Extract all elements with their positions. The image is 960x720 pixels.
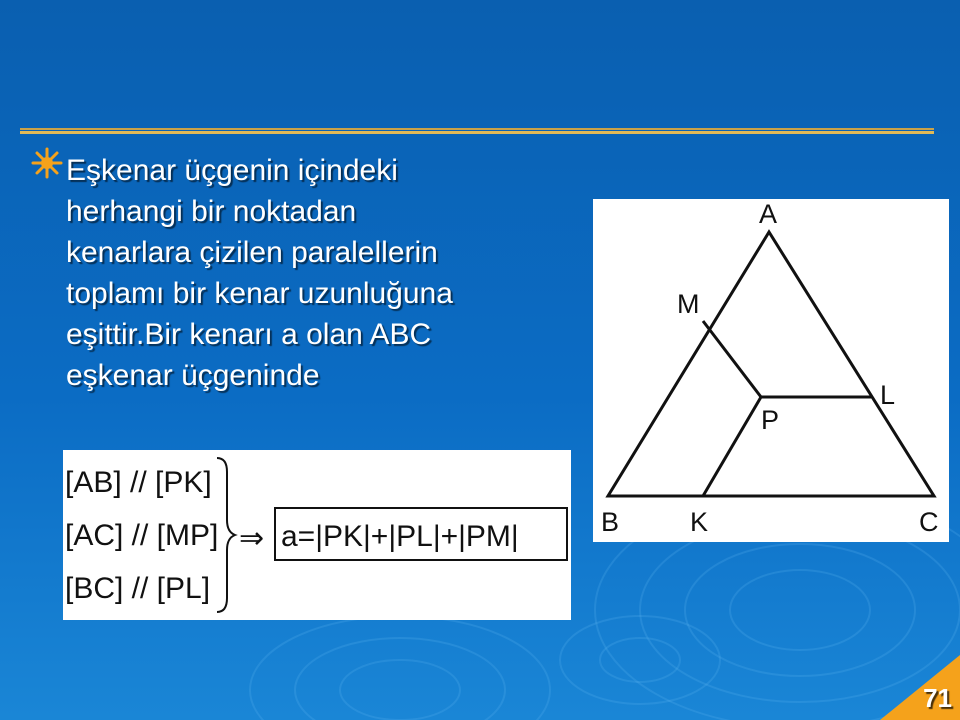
body-line: kenarlara çizilen paralellerin bbox=[66, 236, 438, 269]
body-line: Eşkenar üçgenin içindeki bbox=[66, 154, 398, 187]
point-label-l: L bbox=[880, 380, 896, 410]
title-divider-rule bbox=[20, 128, 934, 135]
point-label-k: K bbox=[690, 507, 709, 537]
triangle-figure bbox=[593, 199, 949, 542]
body-line: toplamı bir kenar uzunluğuna bbox=[66, 277, 453, 310]
page-number: 71 bbox=[923, 683, 952, 713]
vertex-label-a: A bbox=[759, 199, 778, 229]
vertex-label-c: C bbox=[919, 507, 939, 537]
triangle-abc bbox=[608, 232, 934, 496]
formula-line: [AB] // [PK] bbox=[65, 466, 212, 499]
page-number-corner bbox=[880, 655, 960, 720]
formula-line: [BC] // [PL] bbox=[65, 572, 211, 605]
body-line: eşittir.Bir kenarı a olan ABC bbox=[66, 318, 432, 351]
formula-result: a=|PK|+|PL|+|PM| bbox=[281, 520, 519, 553]
formula-line: [AC] // [MP] bbox=[65, 519, 219, 552]
formula-box bbox=[63, 450, 571, 620]
starburst-bullet-icon bbox=[30, 146, 64, 180]
curly-brace bbox=[217, 458, 235, 612]
point-label-m: M bbox=[677, 289, 700, 319]
point-label-p: P bbox=[761, 405, 780, 435]
implies-arrow: ⇒ bbox=[239, 522, 265, 555]
segment-mp bbox=[703, 321, 761, 397]
segment-pk bbox=[703, 397, 761, 496]
body-line: herhangi bir noktadan bbox=[66, 195, 357, 228]
body-text bbox=[66, 150, 586, 396]
body-line: eşkenar üçgeninde bbox=[66, 359, 320, 392]
vertex-label-b: B bbox=[601, 507, 620, 537]
